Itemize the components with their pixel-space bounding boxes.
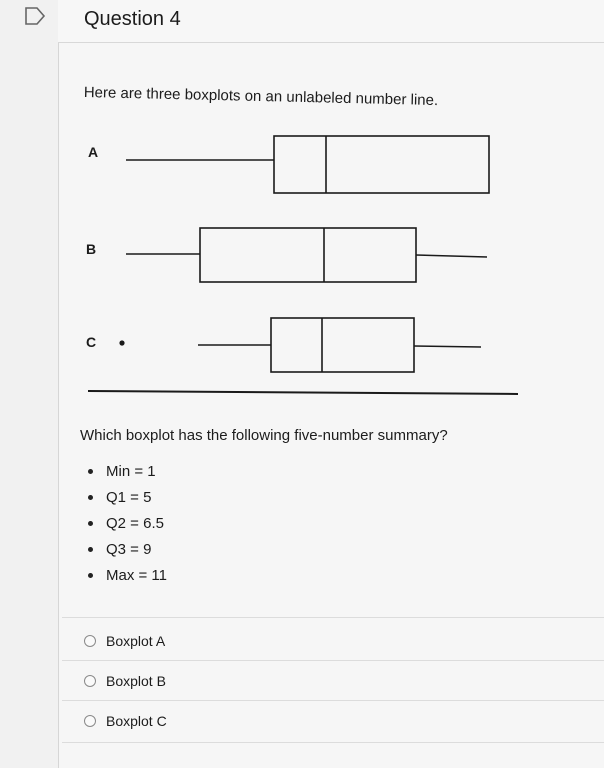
question-prompt: Which boxplot has the following five-number summary?	[80, 427, 448, 444]
question-intro: Here are three boxplots on an unlabeled number line.	[83, 84, 439, 110]
radio-button-icon[interactable]	[84, 675, 96, 687]
boxplot-b	[126, 228, 487, 282]
radio-button-icon[interactable]	[84, 635, 96, 647]
question-title: Question 4	[84, 8, 181, 30]
option-boxplot-c[interactable]	[84, 710, 167, 732]
bullet-icon	[88, 547, 93, 552]
summary-item-q3: Q3 = 9	[78, 540, 167, 566]
option-label: Boxplot B	[106, 673, 166, 689]
options-divider	[62, 660, 604, 661]
boxplot-c-right-whisker	[414, 346, 481, 347]
option-label: Boxplot A	[106, 633, 166, 649]
boxplot-label-a: A	[88, 144, 99, 160]
summary-item-q1: Q1 = 5	[78, 488, 167, 514]
boxplot-c	[198, 318, 481, 372]
boxplot-a	[126, 136, 489, 193]
options-divider	[62, 700, 604, 701]
option-boxplot-b[interactable]	[84, 670, 166, 692]
boxplot-b-box	[200, 228, 416, 282]
option-boxplot-a[interactable]	[84, 630, 165, 652]
boxplot-c-outlier-point	[119, 340, 124, 345]
number-line	[88, 391, 518, 394]
bullet-icon	[88, 573, 93, 578]
boxplot-label-c: C	[86, 334, 97, 350]
bullet-icon	[88, 469, 93, 474]
boxplot-label-b: B	[86, 241, 97, 257]
bullet-icon	[88, 521, 93, 526]
five-number-summary	[78, 462, 167, 592]
boxplot-b-right-whisker	[416, 255, 487, 257]
options-divider-bottom	[62, 742, 604, 743]
summary-item-max: Max = 11	[78, 566, 167, 592]
boxplot-a-box	[274, 136, 489, 193]
summary-item-q2: Q2 = 6.5	[78, 514, 167, 540]
option-label: Boxplot C	[106, 713, 167, 729]
bullet-icon	[88, 495, 93, 500]
summary-item-min: Min = 1	[78, 462, 167, 488]
boxplot-c-box	[271, 318, 414, 372]
options-divider-top	[62, 617, 604, 618]
radio-button-icon[interactable]	[84, 715, 96, 727]
